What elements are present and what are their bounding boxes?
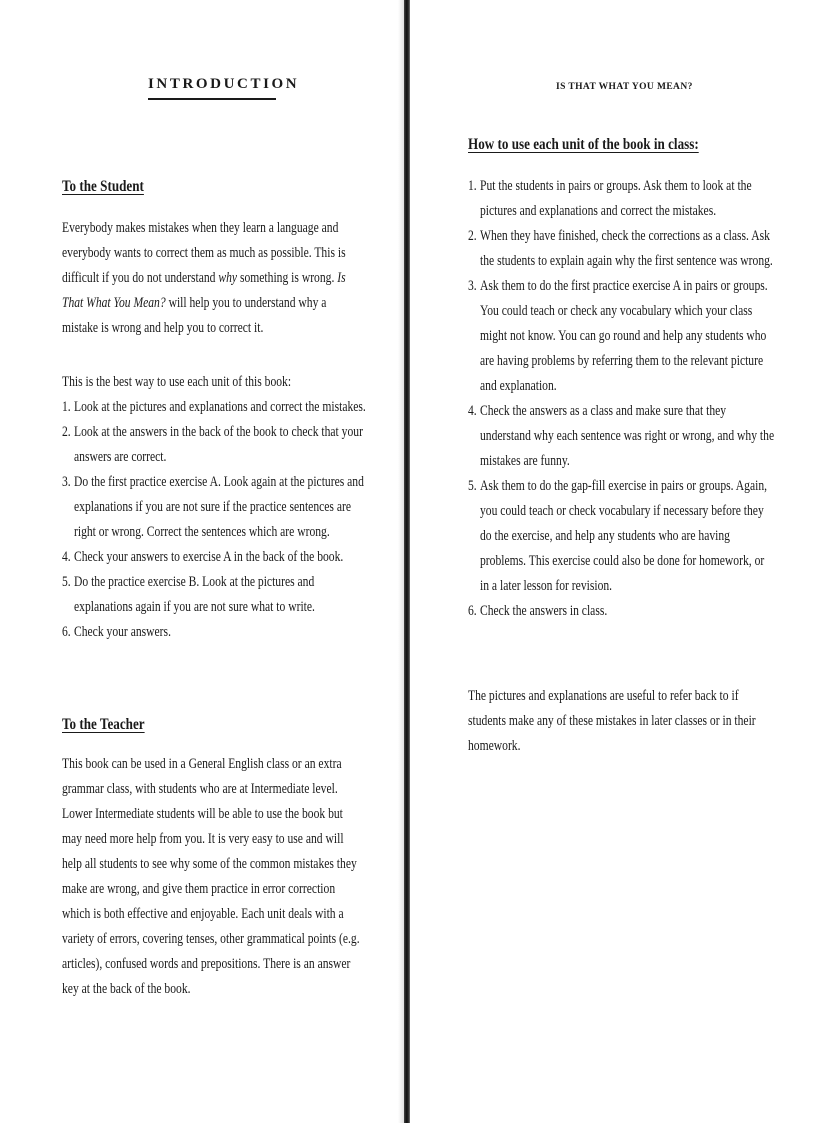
intro-part-1: Everybody makes mistakes when they learn a language and everybody wants to correct them as much as possible. This is difficult if you do not understand <box>62 220 346 286</box>
intro-part-5: will help you to understand why a mistake is wrong and help you to correct it. <box>62 295 327 336</box>
step-number: 5. <box>468 478 477 494</box>
step-number: 4. <box>62 549 71 565</box>
step-number: 5. <box>62 574 71 590</box>
closing-paragraph: The pictures and explanations are useful to refer back to if students make any of these mistakes in later classes or in their homework. <box>468 688 756 754</box>
list-item <box>62 395 374 420</box>
class-steps-block <box>468 174 775 624</box>
step-number: 6. <box>468 603 477 619</box>
step-number: 1. <box>468 178 477 194</box>
class-steps-list <box>468 174 775 624</box>
student-intro <box>62 216 362 341</box>
step-text: Ask them to do the gap-fill exercise in pairs or groups. Again, you could teach or check vocabulary if necessary before they do the exercise, and help any students who are having problems. This exercise could also be done for homework, or in a later lesson for revision. <box>480 478 768 594</box>
step-number: 3. <box>468 278 477 294</box>
step-text: Look at the pictures and explanations and correct the mistakes. <box>74 399 366 415</box>
student-intro-paragraph <box>62 216 362 341</box>
list-item <box>468 174 776 224</box>
student-heading-block <box>62 178 392 196</box>
left-running-head: INTRODUCTION <box>148 76 276 100</box>
step-number: 3. <box>62 474 71 490</box>
step-number: 4. <box>468 403 477 419</box>
class-closing <box>468 684 764 759</box>
student-steps-block <box>62 370 366 645</box>
step-text: Check the answers as a class and make sure that they understand why each sentence was right or wrong, and why the mistakes are funny. <box>480 403 775 469</box>
right-running-head: IS THAT WHAT YOU MEAN? <box>556 82 693 92</box>
teacher-body <box>62 752 362 1002</box>
teacher-heading: To the Teacher <box>62 716 145 733</box>
list-item <box>62 620 374 645</box>
teacher-heading-block <box>62 716 392 734</box>
step-text: Check the answers in class. <box>480 603 608 619</box>
step-number: 1. <box>62 399 71 415</box>
list-item <box>468 474 776 599</box>
intro-book-title: Is That What You Mean? <box>62 270 346 311</box>
intro-part-3: something is wrong. <box>237 270 338 286</box>
list-item <box>62 570 374 620</box>
step-text: Check your answers. <box>74 624 171 640</box>
step-text: Do the practice exercise B. Look at the pictures and explanations again if you are not sure what to write. <box>74 574 315 615</box>
step-number: 2. <box>468 228 477 244</box>
class-heading: How to use each unit of the book in class: <box>468 136 699 153</box>
list-item <box>468 399 776 474</box>
list-item <box>468 599 776 624</box>
teacher-paragraph: This book can be used in a General English class or an extra grammar class, with students who are at Intermediate level. Lower Intermediate students will be able to use the book but may need more help from you. It is very easy to use and will help all students to see why some of the common mistakes they make are wrong, and give them practice in error correction which is both effective and enjoyable. Each unit deals with a variety of errors, covering tenses, other grammatical points (e.g. articles), confused words and prepositions. There is an answer key at the back of the book. <box>62 756 360 997</box>
list-item <box>62 420 374 470</box>
student-list-intro: This is the best way to use each unit of this book: <box>62 374 292 390</box>
list-item <box>62 545 374 570</box>
step-text: Check your answers to exercise A in the back of the book. <box>74 549 344 565</box>
step-number: 6. <box>62 624 71 640</box>
list-item <box>62 470 374 545</box>
intro-emphasis-why: why <box>218 270 238 286</box>
book-spine <box>404 0 410 1123</box>
step-text: Put the students in pairs or groups. Ask them to look at the pictures and explanations and correct the mistakes. <box>480 178 752 219</box>
student-heading: To the Student <box>62 178 144 195</box>
step-text: Do the first practice exercise A. Look again at the pictures and explanations if you are not sure if the practice sentences are right or wrong. Correct the sentences which are wrong. <box>74 474 364 540</box>
list-item <box>468 224 776 274</box>
list-item <box>468 274 776 399</box>
student-steps-list <box>62 395 366 645</box>
step-number: 2. <box>62 424 71 440</box>
step-text: Ask them to do the first practice exercise A in pairs or groups. You could teach or check any vocabulary which your class might not know. You can go round and help any students who are having problems by referring them to the relevant picture and explanation. <box>480 278 768 394</box>
step-text: Look at the answers in the back of the book to check that your answers are correct. <box>74 424 363 465</box>
step-text: When they have finished, check the corrections as a class. Ask the students to explain again why the first sentence was wrong. <box>480 228 773 269</box>
class-heading-block <box>468 136 798 154</box>
